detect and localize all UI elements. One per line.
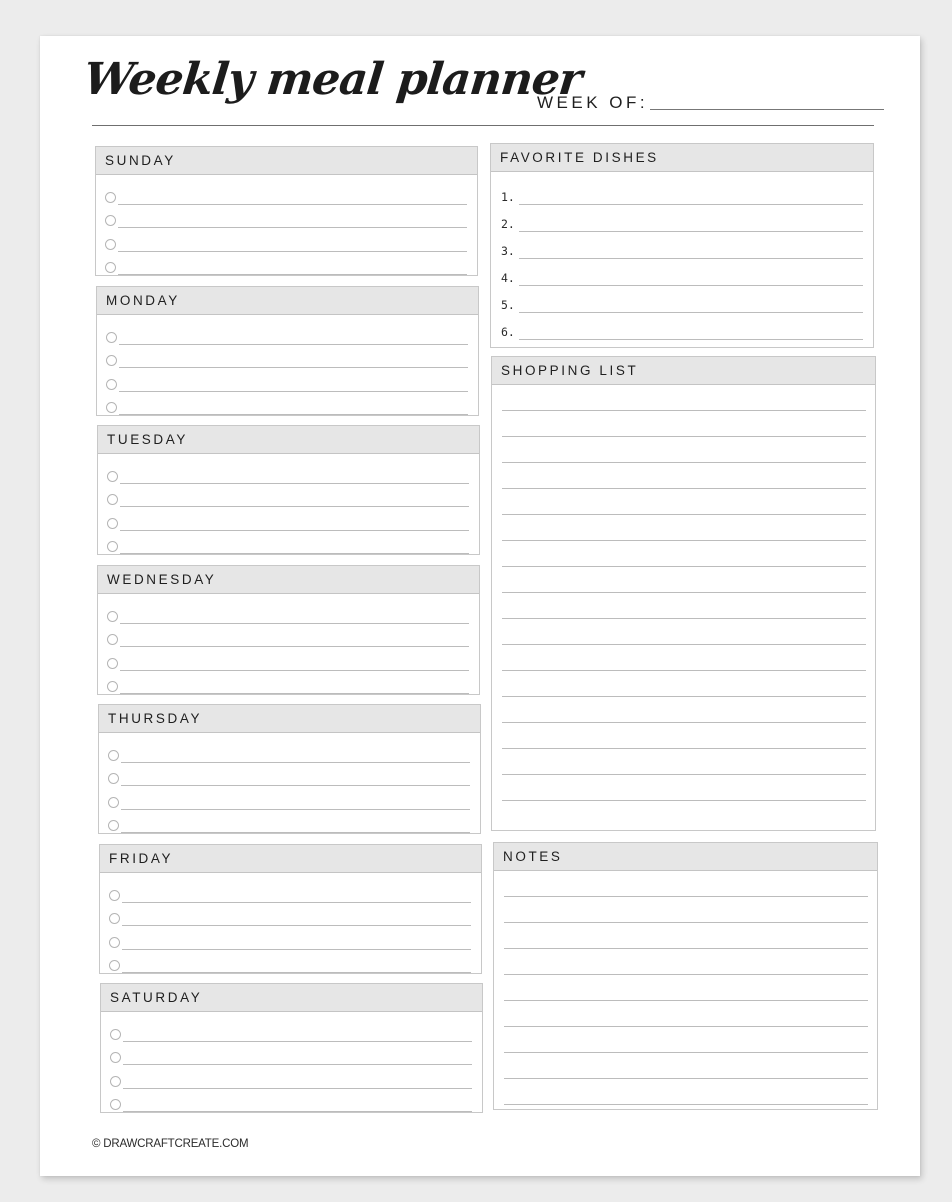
day-box-saturday <box>100 983 483 1113</box>
shopping-item-row <box>502 749 866 775</box>
note-line-input[interactable] <box>504 1090 868 1105</box>
note-line-input[interactable] <box>504 882 868 897</box>
note-line-input[interactable] <box>504 934 868 949</box>
checkbox-circle-icon[interactable] <box>109 960 120 971</box>
meal-entry-input[interactable] <box>119 400 468 415</box>
day-box-wednesday <box>97 565 480 695</box>
shopping-item-input[interactable] <box>502 578 866 593</box>
meal-entry-row <box>109 950 471 974</box>
shopping-item-row <box>502 437 866 463</box>
shopping-item-input[interactable] <box>502 396 866 411</box>
checkbox-circle-icon[interactable] <box>107 681 118 692</box>
checkbox-circle-icon[interactable] <box>107 518 118 529</box>
checkbox-circle-icon[interactable] <box>105 192 116 203</box>
meal-entry-input[interactable] <box>122 958 471 973</box>
planner-page <box>40 36 920 1176</box>
checkbox-circle-icon[interactable] <box>108 820 119 831</box>
checkbox-circle-icon[interactable] <box>106 402 117 413</box>
meal-entry-input[interactable] <box>118 213 467 228</box>
note-line-row <box>504 949 868 975</box>
meal-entry-row <box>106 345 468 369</box>
shopping-item-input[interactable] <box>502 734 866 749</box>
meal-entry-input[interactable] <box>120 656 469 671</box>
favorite-dish-row <box>501 313 863 340</box>
meal-entry-row <box>106 321 468 345</box>
meal-entry-input[interactable] <box>118 260 467 275</box>
favorite-dishes-box <box>490 143 874 348</box>
meal-entry-row <box>108 763 470 787</box>
day-box-sunday <box>95 146 478 276</box>
shopping-item-input[interactable] <box>502 708 866 723</box>
day-header: MONDAY <box>97 287 478 315</box>
favorite-dishes-header: FAVORITE DISHES <box>491 144 873 172</box>
shopping-item-row <box>502 411 866 437</box>
checkbox-circle-icon[interactable] <box>110 1052 121 1063</box>
meal-entry-row <box>109 879 471 903</box>
favorite-dish-input[interactable] <box>519 271 863 286</box>
checkbox-circle-icon[interactable] <box>110 1029 121 1040</box>
meal-entry-input[interactable] <box>123 1050 472 1065</box>
meal-entry-input[interactable] <box>120 469 469 484</box>
checkbox-circle-icon[interactable] <box>106 355 117 366</box>
checkbox-circle-icon[interactable] <box>107 494 118 505</box>
day-box-thursday <box>98 704 481 834</box>
shopping-item-input[interactable] <box>502 448 866 463</box>
note-line-input[interactable] <box>504 1038 868 1053</box>
meal-entry-row <box>105 252 467 276</box>
meal-entry-input[interactable] <box>118 190 467 205</box>
meal-entry-input[interactable] <box>121 771 470 786</box>
meal-entry-input[interactable] <box>123 1097 472 1112</box>
note-line-input[interactable] <box>504 960 868 975</box>
note-line-row <box>504 897 868 923</box>
day-header: TUESDAY <box>98 426 479 454</box>
meal-entry-input[interactable] <box>121 795 470 810</box>
meal-entry-row <box>106 392 468 416</box>
favorite-dish-input[interactable] <box>519 325 863 340</box>
shopping-item-row <box>502 619 866 645</box>
checkbox-circle-icon[interactable] <box>107 658 118 669</box>
checkbox-circle-icon[interactable] <box>108 773 119 784</box>
shopping-item-row <box>502 645 866 671</box>
meal-entries <box>101 1012 482 1112</box>
shopping-item-input[interactable] <box>502 656 866 671</box>
day-box-monday <box>96 286 479 416</box>
favorite-dish-number: 2. <box>501 217 515 231</box>
week-of-section <box>537 91 884 113</box>
shopping-item-input[interactable] <box>502 500 866 515</box>
meal-entries <box>96 175 477 275</box>
meal-entry-input[interactable] <box>121 748 470 763</box>
checkbox-circle-icon[interactable] <box>106 379 117 390</box>
meal-entry-input[interactable] <box>121 818 470 833</box>
favorite-dish-input[interactable] <box>519 190 863 205</box>
checkbox-circle-icon[interactable] <box>107 471 118 482</box>
day-header: SUNDAY <box>96 147 477 175</box>
meal-entries <box>98 594 479 694</box>
shopping-item-row <box>502 697 866 723</box>
meal-entry-row <box>110 1042 472 1066</box>
checkbox-circle-icon[interactable] <box>109 913 120 924</box>
week-of-input[interactable] <box>650 91 884 110</box>
favorite-dish-row <box>501 205 863 232</box>
meal-entry-row <box>109 903 471 927</box>
note-line-row <box>504 1079 868 1105</box>
shopping-item-row <box>502 671 866 697</box>
meal-entry-input[interactable] <box>122 888 471 903</box>
favorite-dish-row <box>501 259 863 286</box>
shopping-item-row <box>502 775 866 801</box>
checkbox-circle-icon[interactable] <box>110 1076 121 1087</box>
notes-lines <box>494 871 877 1105</box>
meal-entry-input[interactable] <box>120 539 469 554</box>
meal-entry-input[interactable] <box>120 632 469 647</box>
day-box-tuesday <box>97 425 480 555</box>
page-title: Weekly meal planner <box>81 54 584 105</box>
meal-entry-input[interactable] <box>122 935 471 950</box>
day-header: FRIDAY <box>100 845 481 873</box>
checkbox-circle-icon[interactable] <box>105 215 116 226</box>
meal-entry-row <box>107 460 469 484</box>
note-line-input[interactable] <box>504 1064 868 1079</box>
meal-entry-row <box>107 647 469 671</box>
shopping-item-input[interactable] <box>502 630 866 645</box>
meal-entry-row <box>110 1018 472 1042</box>
day-box-friday <box>99 844 482 974</box>
shopping-item-row <box>502 541 866 567</box>
favorite-dish-input[interactable] <box>519 217 863 232</box>
meal-entry-input[interactable] <box>120 609 469 624</box>
note-line-row <box>504 1001 868 1027</box>
note-line-input[interactable] <box>504 908 868 923</box>
favorite-dish-number: 5. <box>501 298 515 312</box>
shopping-item-input[interactable] <box>502 474 866 489</box>
shopping-item-row <box>502 593 866 619</box>
shopping-item-row <box>502 489 866 515</box>
meal-entry-input[interactable] <box>122 911 471 926</box>
meal-entry-input[interactable] <box>119 377 468 392</box>
shopping-item-input[interactable] <box>502 422 866 437</box>
shopping-item-input[interactable] <box>502 526 866 541</box>
favorite-dish-row <box>501 286 863 313</box>
week-of-label: WEEK OF: <box>537 93 649 112</box>
favorite-dish-input[interactable] <box>519 244 863 259</box>
meal-entry-row <box>110 1089 472 1113</box>
checkbox-circle-icon[interactable] <box>105 262 116 273</box>
header-divider <box>92 125 874 126</box>
checkbox-circle-icon[interactable] <box>110 1099 121 1110</box>
meal-entry-input[interactable] <box>123 1074 472 1089</box>
meal-entries <box>100 873 481 973</box>
meal-entry-input[interactable] <box>120 516 469 531</box>
note-line-row <box>504 975 868 1001</box>
notes-box <box>493 842 878 1110</box>
favorite-dish-row <box>501 178 863 205</box>
favorite-dishes-list <box>491 172 873 340</box>
meal-entry-row <box>108 810 470 834</box>
shopping-item-input[interactable] <box>502 682 866 697</box>
note-line-row <box>504 923 868 949</box>
meal-entry-row <box>107 600 469 624</box>
meal-entry-row <box>107 671 469 695</box>
note-line-row <box>504 871 868 897</box>
day-header: SATURDAY <box>101 984 482 1012</box>
shopping-item-input[interactable] <box>502 604 866 619</box>
favorite-dish-number: 1. <box>501 190 515 204</box>
favorite-dish-number: 4. <box>501 271 515 285</box>
shopping-list-box <box>491 356 876 831</box>
day-header: WEDNESDAY <box>98 566 479 594</box>
shopping-item-row <box>502 385 866 411</box>
meal-entry-input[interactable] <box>120 492 469 507</box>
meal-entries <box>97 315 478 415</box>
shopping-item-input[interactable] <box>502 786 866 801</box>
meal-entry-input[interactable] <box>118 237 467 252</box>
meal-entry-row <box>107 624 469 648</box>
favorite-dish-input[interactable] <box>519 298 863 313</box>
checkbox-circle-icon[interactable] <box>107 541 118 552</box>
shopping-item-row <box>502 515 866 541</box>
note-line-row <box>504 1053 868 1079</box>
meal-entries <box>99 733 480 833</box>
meal-entry-input[interactable] <box>123 1027 472 1042</box>
checkbox-circle-icon[interactable] <box>107 611 118 622</box>
checkbox-circle-icon[interactable] <box>109 890 120 901</box>
checkbox-circle-icon[interactable] <box>108 750 119 761</box>
checkbox-circle-icon[interactable] <box>105 239 116 250</box>
checkbox-circle-icon[interactable] <box>106 332 117 343</box>
day-header: THURSDAY <box>99 705 480 733</box>
meal-entry-row <box>105 205 467 229</box>
favorite-dish-row <box>501 232 863 259</box>
meal-entry-input[interactable] <box>120 679 469 694</box>
meal-entry-row <box>105 228 467 252</box>
copyright-footer: © DRAWCRAFTCREATE.COM <box>92 1138 249 1150</box>
meal-entries <box>98 454 479 554</box>
checkbox-circle-icon[interactable] <box>108 797 119 808</box>
shopping-item-input[interactable] <box>502 760 866 775</box>
shopping-list-lines <box>492 385 875 801</box>
meal-entry-row <box>107 531 469 555</box>
checkbox-circle-icon[interactable] <box>107 634 118 645</box>
shopping-item-row <box>502 567 866 593</box>
note-line-input[interactable] <box>504 1012 868 1027</box>
favorite-dish-number: 3. <box>501 244 515 258</box>
shopping-item-row <box>502 463 866 489</box>
meal-entry-row <box>107 507 469 531</box>
favorite-dish-number: 6. <box>501 325 515 339</box>
meal-entry-input[interactable] <box>119 330 468 345</box>
shopping-list-header: SHOPPING LIST <box>492 357 875 385</box>
checkbox-circle-icon[interactable] <box>109 937 120 948</box>
meal-entry-row <box>105 181 467 205</box>
notes-header: NOTES <box>494 843 877 871</box>
meal-entry-row <box>108 739 470 763</box>
note-line-input[interactable] <box>504 986 868 1001</box>
meal-entry-row <box>106 368 468 392</box>
meal-entry-row <box>110 1065 472 1089</box>
meal-entry-input[interactable] <box>119 353 468 368</box>
shopping-item-row <box>502 723 866 749</box>
meal-entry-row <box>109 926 471 950</box>
note-line-row <box>504 1027 868 1053</box>
shopping-item-input[interactable] <box>502 552 866 567</box>
meal-entry-row <box>108 786 470 810</box>
meal-entry-row <box>107 484 469 508</box>
